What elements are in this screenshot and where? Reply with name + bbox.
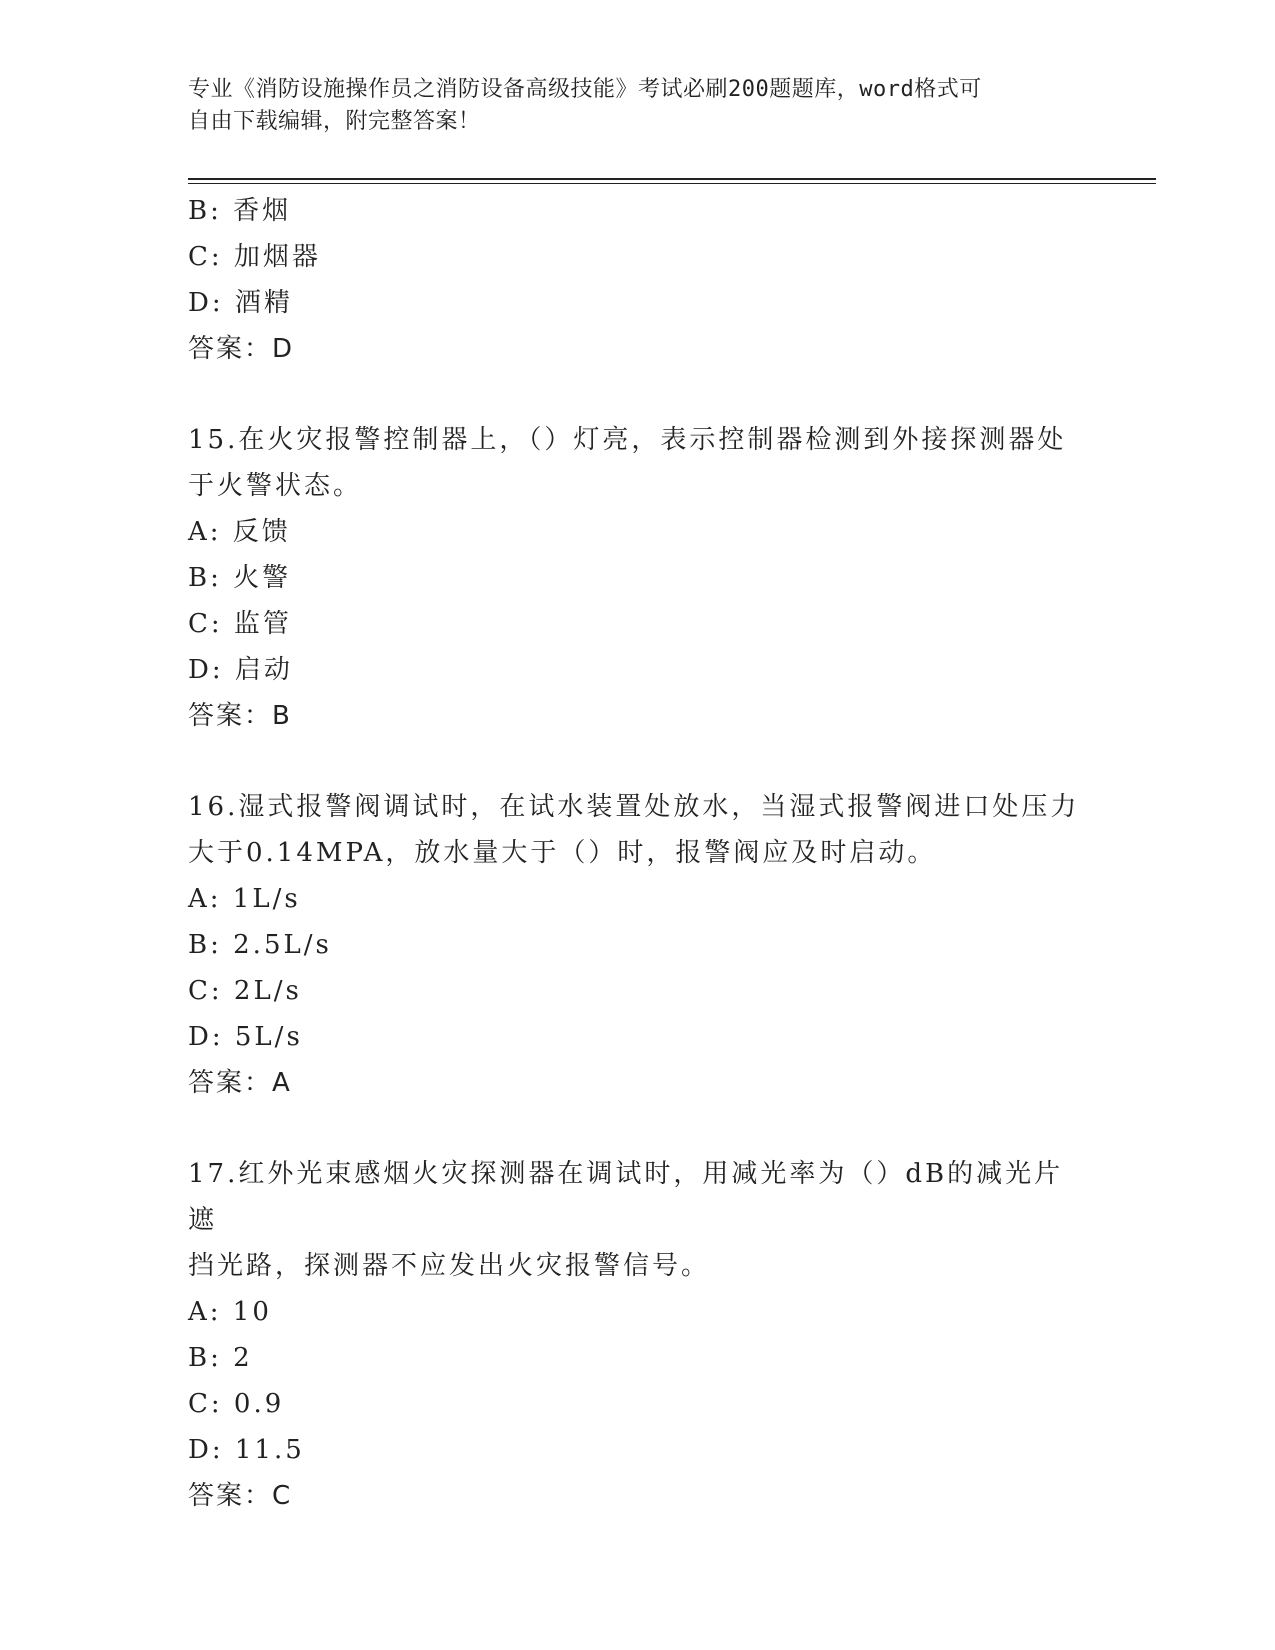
answer-line: 答案：B: [188, 701, 292, 731]
option-line: D: 5L/s: [188, 1022, 303, 1052]
option-line: A: 反馈: [188, 517, 291, 547]
question-stem: 17.红外光束感烟火灾探测器在调试时，用减光率为（）dB的减光片遮 挡光路，探测器不应发出火灾报警信号。: [188, 1159, 1064, 1281]
question-15: [188, 417, 1088, 739]
header-rule-thick: [188, 178, 1156, 180]
question-stem: 16.湿式报警阀调试时，在试水装置处放水，当湿式报警阀进口处压力 大于0.14MPA，放水量大于（）时，报警阀应及时启动。: [188, 792, 1080, 868]
option-line: C: 加烟器: [188, 242, 321, 272]
option-line: B: 香烟: [188, 196, 292, 226]
option-line: B: 2: [188, 1343, 253, 1373]
option-line: C: 监管: [188, 609, 292, 639]
question-list: [188, 188, 1088, 1519]
option-line: D: 11.5: [188, 1435, 305, 1465]
option-line: C: 0.9: [188, 1389, 285, 1419]
option-line: C: 2L/s: [188, 976, 302, 1006]
answer-line: 答案：C: [188, 1481, 293, 1511]
question-16: [188, 784, 1088, 1106]
answer-line: 答案：D: [188, 334, 295, 364]
option-line: D: 酒精: [188, 288, 293, 318]
question-fragment: [188, 188, 1088, 372]
option-line: A: 1L/s: [188, 884, 301, 914]
document-header: 专业《消防设施操作员之消防设备高级技能》考试必刷200题题库，word格式可 自由下载编辑，附完整答案！: [188, 77, 982, 134]
option-line: B: 火警: [188, 563, 292, 593]
option-line: A: 10: [188, 1297, 272, 1327]
option-line: D: 启动: [188, 655, 293, 685]
question-17: [188, 1151, 1088, 1519]
question-stem: 15.在火灾报警控制器上，（）灯亮，表示控制器检测到外接探测器处 于火警状态。: [188, 425, 1067, 501]
option-line: B: 2.5L/s: [188, 930, 332, 960]
header-rule-thin: [188, 183, 1156, 184]
answer-line: 答案：A: [188, 1068, 292, 1098]
